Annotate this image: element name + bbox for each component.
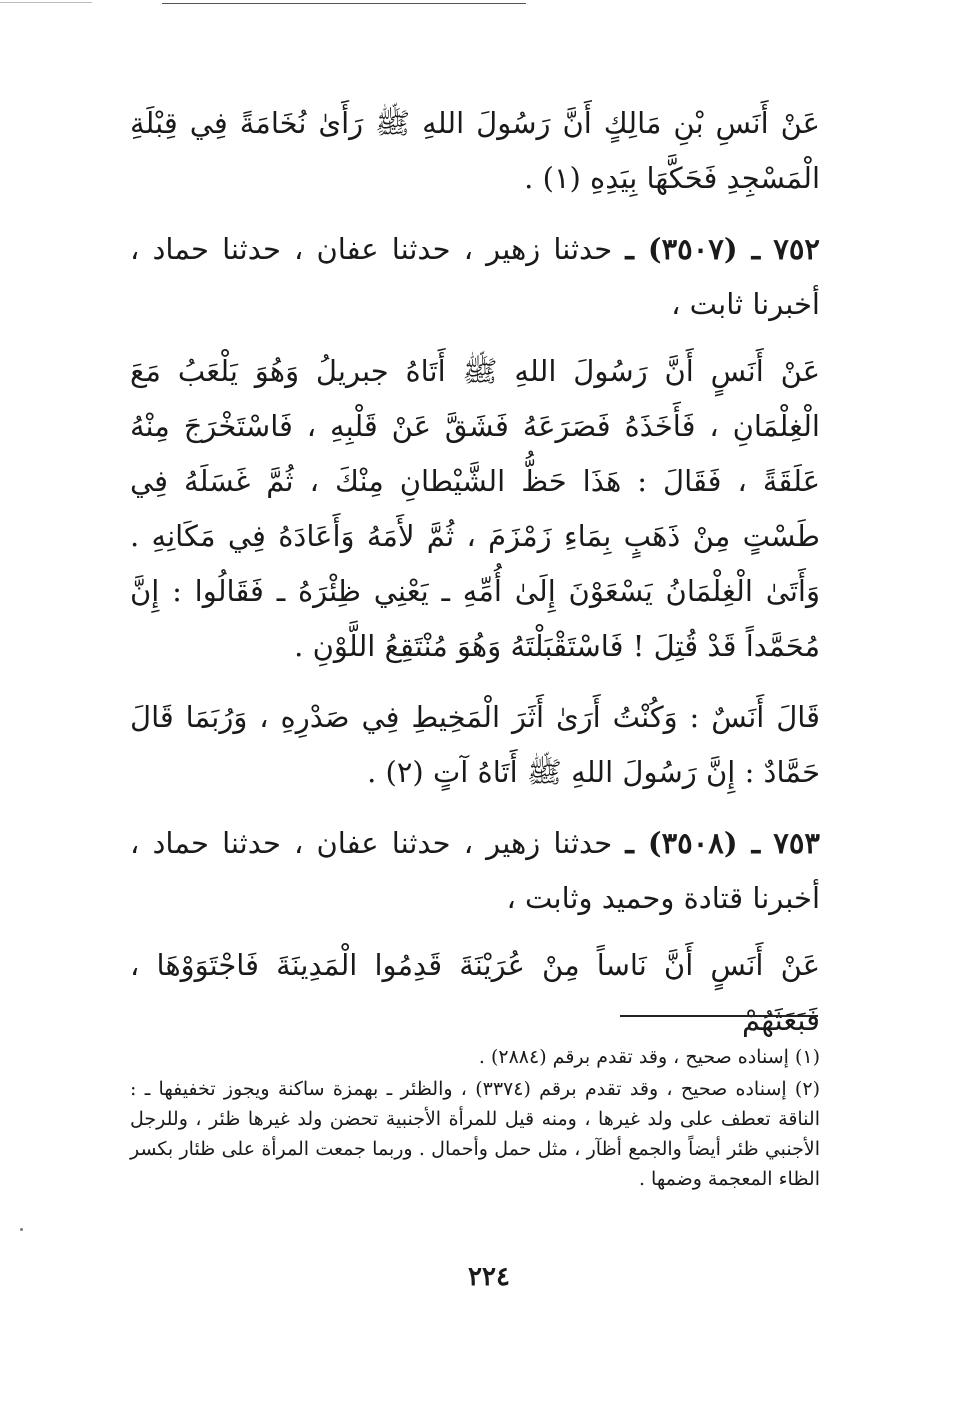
header-rule <box>162 3 526 4</box>
footnote-2: (٢) إسناده صحيح ، وقد تقدم برقم (٣٣٧٤) ، والظئر ـ بهمزة ساكنة ويجوز تخفيفها ـ : الناقة تعطف على ولد غيرها ، ومنه قيل للمرأة الأجنبية تحضن ولد غيرها ظئر ، وللرجل الأجنبي ظئر أيضاً والجمع أظآر ، مثل حمل وأحمال . وربما جمعت المرأة على ظئار بكسر الظاء المعجمة وضمها . <box>130 1078 820 1190</box>
footnote-1: (١) إسناده صحيح ، وقد تقدم برقم (٢٨٨٤) . <box>478 1046 820 1068</box>
narration-chain: حدثنا زهير ، حدثنا عفان ، حدثنا حماد ، أخبرنا ثابت ، <box>130 232 820 321</box>
footnotes <box>130 1042 820 1196</box>
margin-speck <box>20 1228 23 1231</box>
hadith-paragraph-4: عَنْ أَنَسٍ أَنَّ نَاساً مِنْ عُرَيْنَةَ قَدِمُوا الْمَدِينَةَ فَاجْتَوَوْهَا ، فَبَعَثَهُمْ <box>130 948 820 1037</box>
narration-paragraph-753 <box>130 816 820 926</box>
top-edge-mark <box>0 2 92 3</box>
narration-chain: حدثنا زهير ، حدثنا عفان ، حدثنا حماد ، أخبرنا قتادة وحميد وثابت ، <box>130 826 820 915</box>
hadith-number: ٧٥٢ <box>773 232 820 266</box>
hadith-reference: ـ (٣٥٠٨) ـ <box>625 826 761 860</box>
narration-paragraph-752 <box>130 222 820 332</box>
hadith-paragraph-1: عَنْ أَنَسِ بْنِ مَالِكٍ أَنَّ رَسُولَ اللهِ ﷺ رَأَىٰ نُخَامَةً فِي قِبْلَةِ الْمَسْجِدِ فَحَكَّهَا بِيَدِهِ (١) . <box>130 106 820 195</box>
main-text <box>130 96 820 1064</box>
hadith-reference: ـ (٣٥٠٧) ـ <box>625 232 761 266</box>
footnote-separator <box>620 1015 818 1017</box>
hadith-paragraph-3: قَالَ أَنَسٌ : وَكُنْتُ أَرَىٰ أَثَرَ الْمَخِيطِ فِي صَدْرِهِ ، وَرُبَمَا قَالَ حَمَّادٌ : إِنَّ رَسُولَ اللهِ ﷺ أَتَاهُ آتٍ (٢) . <box>130 700 820 789</box>
hadith-paragraph-2: عَنْ أَنَسٍ أَنَّ رَسُولَ اللهِ ﷺ أَتَاهُ جبريلُ وَهُوَ يَلْعَبُ مَعَ الْغِلْمَانِ ، فَأَخَذَهُ فَصَرَعَهُ فَشَقَّ عَنْ قَلْبِهِ ، فَاسْتَخْرَجَ مِنْهُ عَلَقَةً ، فَقَالَ : هَذَا حَظُّ الشَّيْطانِ مِنْكَ ، ثُمَّ غَسَلَهُ فِي طَسْتٍ مِنْ ذَهَبٍ بِمَاءِ زَمْزَمَ ، ثُمَّ لأَمَهُ وَأَعَادَهُ فِي مَكَانِهِ . وَأَتَىٰ الْغِلْمَانُ يَسْعَوْنَ إِلَىٰ أُمِّهِ ـ يَعْنِي ظِئْرَهُ ـ فَقَالُوا : إِنَّ مُحَمَّداً قَدْ قُتِلَ ! فَاسْتَقْبَلْتَهُ وَهُوَ مُنْتَقِعُ اللَّوْنِ . <box>130 354 820 663</box>
page-number: ٢٢٤ <box>468 1262 510 1292</box>
hadith-number: ٧٥٣ <box>773 826 820 860</box>
